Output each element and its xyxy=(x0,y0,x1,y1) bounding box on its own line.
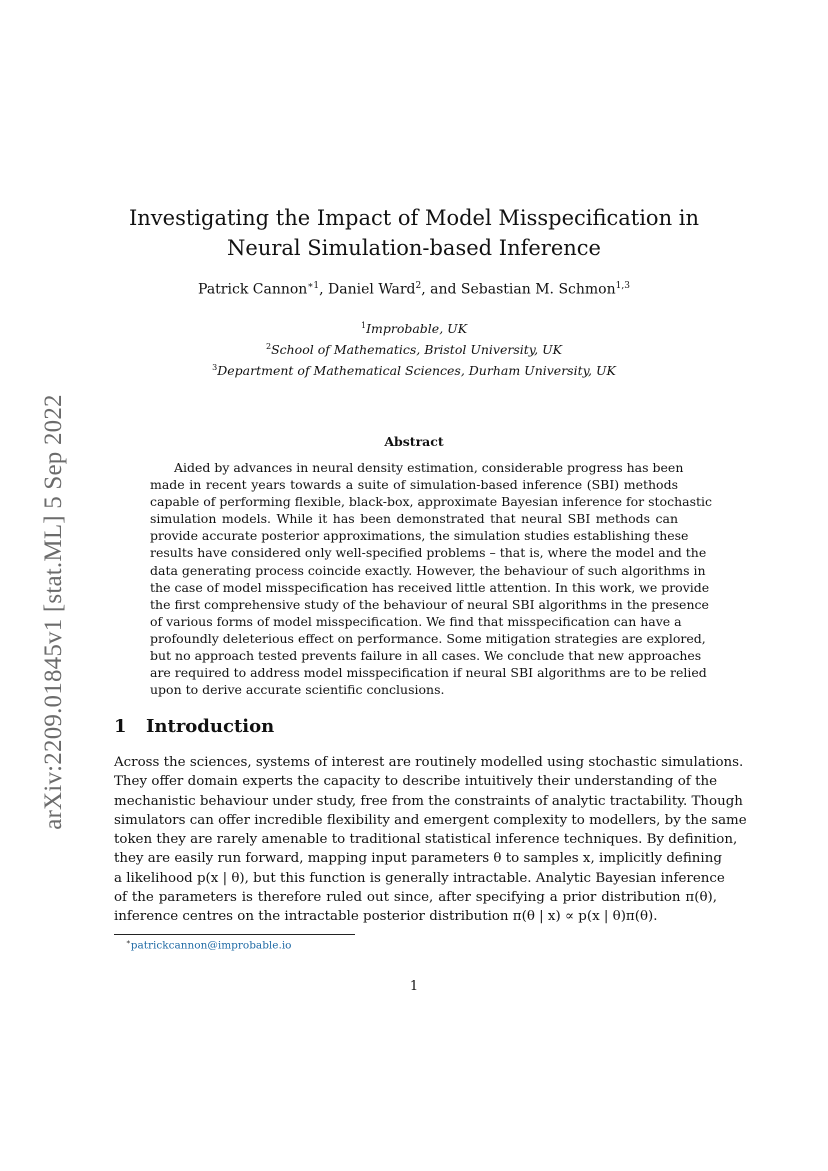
abstract-line: upon to derive accurate scientific conclusions. xyxy=(150,682,445,698)
abstract-line: are required to address model misspecification if neural SBI algorithms are to be relied xyxy=(150,665,707,681)
paragraph-line: simulators can offer incredible flexibility and emergent complexity to modellers, by the same xyxy=(114,812,747,828)
arxiv-identifier-stamp[interactable]: arXiv:2209.01845v1 [stat.ML] 5 Sep 2022 xyxy=(40,394,67,830)
affiliation xyxy=(114,359,714,380)
author-name: Patrick Cannon xyxy=(198,281,308,298)
footnote-divider xyxy=(114,934,355,935)
paragraph-line: token they are rarely amenable to traditional statistical inference techniques. By definition, xyxy=(114,832,738,848)
abstract-line: simulation models. While it has been demonstrated that neural SBI methods can xyxy=(150,511,678,527)
affiliation-list xyxy=(114,317,714,380)
footnote-email-link[interactable]: patrickcannon@improbable.io xyxy=(130,939,292,952)
abstract-line: but no approach tested prevents failure in all cases. We conclude that new approaches xyxy=(150,648,702,664)
affiliation xyxy=(114,338,714,359)
author-mark: 1,3 xyxy=(615,281,630,291)
author-mark: 2 xyxy=(415,281,422,291)
abstract-line: made in recent years towards a suite of simulation-based inference (SBI) methods xyxy=(150,477,678,493)
paragraph-line: mechanistic behaviour under study, free from the constraints of analytic tractability. Though xyxy=(114,793,743,809)
paragraph-line: Across the sciences, systems of interest are routinely modelled using stochastic simulations. xyxy=(114,755,744,770)
title-line-2: Neural Simulation-based Inference xyxy=(227,236,601,260)
abstract-line: provide accurate posterior approximations, the simulation studies establishing these xyxy=(150,528,689,544)
section-title: Introduction xyxy=(146,716,275,737)
paragraph-line: They offer domain experts the capacity to describe intuitively their understanding of the xyxy=(114,774,717,790)
affiliation-mark: 3 xyxy=(212,363,218,373)
paragraph-line: they are easily run forward, mapping input parameters θ to samples x, implicitly defining xyxy=(114,851,722,867)
footnote xyxy=(126,938,292,952)
author-separator: , and xyxy=(421,281,461,298)
author-name: Sebastian M. Schmon xyxy=(460,281,616,298)
title-line-1: Investigating the Impact of Model Misspecification in xyxy=(128,206,700,230)
abstract-line: profoundly deleterious effect on performance. Some mitigation strategies are explored, xyxy=(150,630,706,646)
footnote-mark: ∗ xyxy=(126,938,131,946)
paragraph-line: inference centres on the intractable posterior distribution π(θ | x) ∝ p(x | θ)π(θ). xyxy=(114,909,658,925)
abstract-line: capable of performing flexible, black-box, approximate Bayesian inference for stochastic xyxy=(150,494,713,510)
author-mark: ∗1 xyxy=(307,281,320,291)
author-list xyxy=(114,281,714,298)
affiliation-mark: 2 xyxy=(265,342,272,352)
introduction-paragraph xyxy=(114,753,747,927)
affiliation-text: Improbable, UK xyxy=(366,321,468,337)
paragraph-line: a likelihood p(x | θ), but this function is generally intractable. Analytic Bayesian inference xyxy=(114,870,725,886)
affiliation-mark: 1 xyxy=(360,321,367,330)
affiliation-text: School of Mathematics, Bristol University, UK xyxy=(271,342,563,358)
affiliation-text: Department of Mathematical Sciences, Durham University, UK xyxy=(217,363,616,379)
abstract-line: of various forms of model misspecification. We find that misspecification can have a xyxy=(150,613,682,629)
author-name: Daniel Ward xyxy=(328,281,416,298)
author-separator: , xyxy=(319,281,329,298)
abstract-heading: Abstract xyxy=(384,434,444,449)
abstract-line: the first comprehensive study of the behaviour of neural SBI algorithms in the presence xyxy=(150,596,709,612)
abstract-line: the case of model misspecification has received little attention. In this work, we provide xyxy=(150,579,710,595)
abstract-line: results have considered only well-specified problems – that is, where the model and the xyxy=(150,545,707,561)
page-number: 1 xyxy=(409,979,419,994)
section-number: 1 xyxy=(114,716,127,737)
abstract-line: data generating process coincide exactly. However, the behaviour of such algorithms in xyxy=(150,562,706,578)
abstract-text xyxy=(150,459,713,698)
paper-title xyxy=(114,203,714,263)
section-heading xyxy=(114,716,274,737)
paragraph-line: of the parameters is therefore ruled out since, after specifying a prior distribution π(θ), xyxy=(114,890,717,906)
abstract-line: Aided by advances in neural density estimation, considerable progress has been xyxy=(174,460,684,475)
affiliation xyxy=(114,317,714,338)
